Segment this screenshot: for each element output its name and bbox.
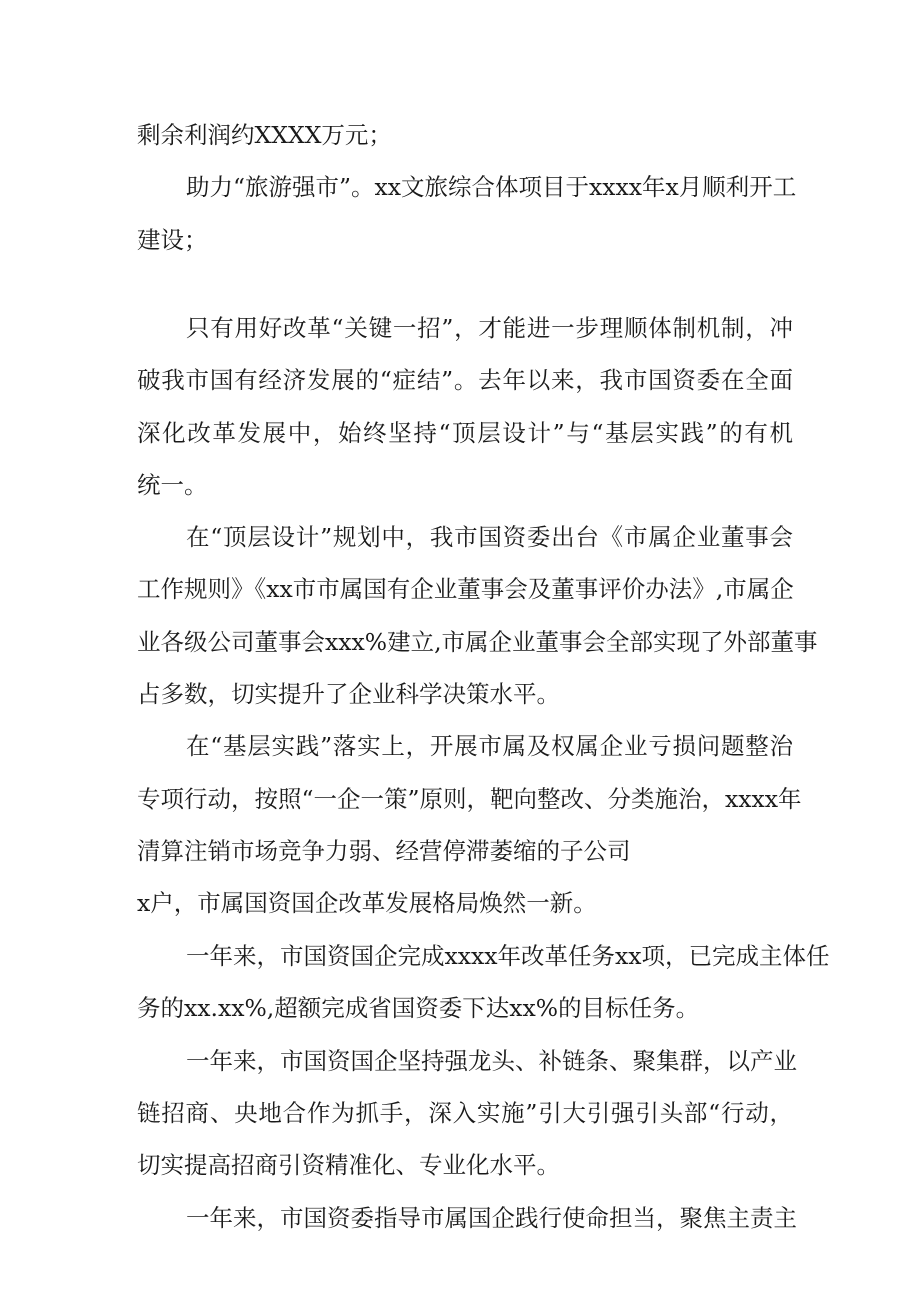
text-line: 只有用好改革“关键一招”，才能进一步理顺体制机制，冲 [186,314,793,342]
text-line: 工作规则》《xx市市属国有企业董事会及董事评价办法》,市属企 [137,575,794,603]
text-line: 一年来，市国资委指导市属国企践行使命担当，聚焦主责主 [186,1204,797,1232]
text-line: 业各级公司董事会xxx%建立,市属企业董事会全部实现了外部董事 [137,628,818,656]
text-line: 一年来，市国资国企坚持强龙头、补链条、聚集群，以产业 [186,1047,797,1075]
text-line: 统一。 [137,471,208,499]
text-line: 助力“旅游强市”。xx文旅综合体项目于xxxx年x月顺利开工 [186,173,797,201]
text-line: 在“顶层设计”规划中，我市国资委出台《市属企业董事会 [186,523,793,551]
text-line: 切实提高招商引资精准化、专业化水平。 [137,1151,560,1179]
text-line: 建设； [137,226,208,254]
text-line: 链招商、央地合作为抓手，深入实施”引大引强引头部“行动， [137,1099,793,1127]
text-line: 专项行动，按照“一企一策”原则，靶向整改、分类施治，xxxx年 [137,785,802,813]
text-line: 一年来，市国资国企完成xxxx年改革任务xx项，已完成主体任 [186,942,830,970]
text-line: 在“基层实践”落实上，开展市属及权属企业亏损问题整治 [186,732,793,760]
text-line: 剩余利润约XXXX万元； [137,121,392,149]
text-line: 占多数，切实提升了企业科学决策水平。 [137,680,560,708]
text-line: 清算注销市场竞争力弱、经营停滞萎缩的子公司 [137,837,631,865]
text-line: 深化改革发展中，始终坚持“顶层设计”与“基层实践”的有机 [137,419,793,447]
text-line: x户，市属国资国企改革发展格局焕然一新。 [137,889,597,917]
text-line: 务的xx.xx%,超额完成省国资委下达xx%的目标任务。 [137,994,700,1022]
text-line: 破我市国有经济发展的“症结”。去年以来，我市国资委在全面 [137,366,793,394]
